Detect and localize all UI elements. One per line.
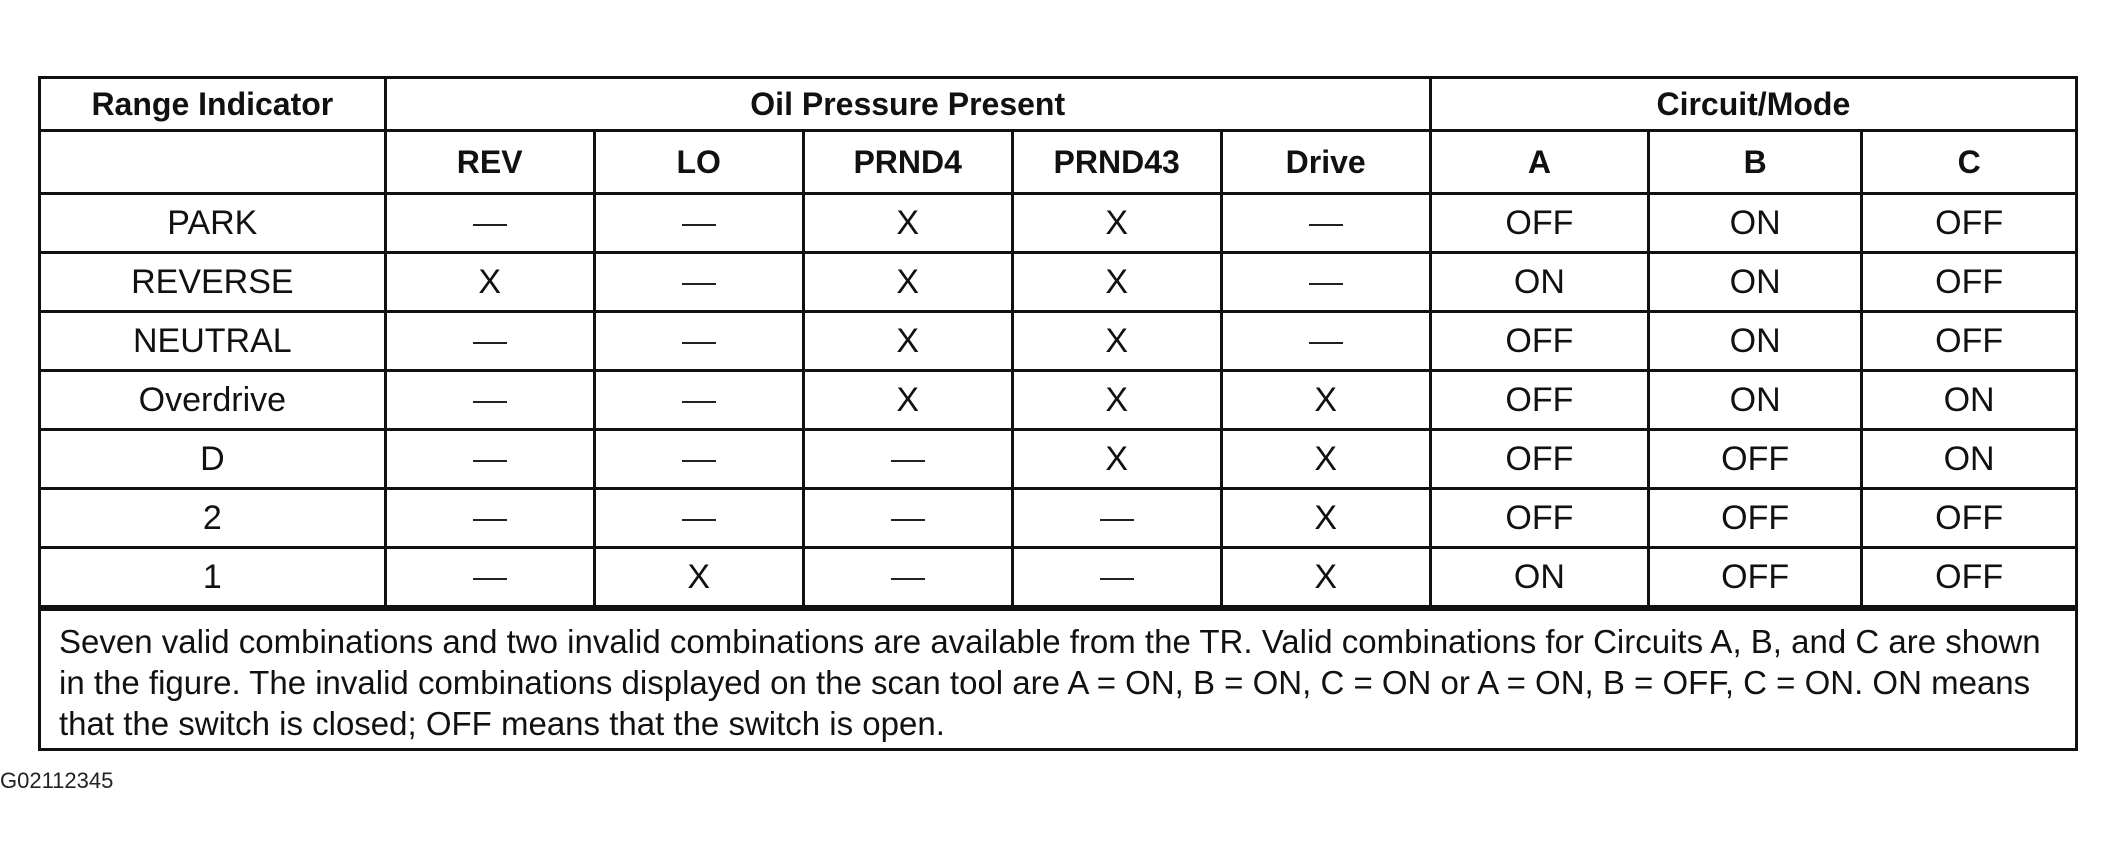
table-cell-prnd4: [803, 548, 1012, 607]
table-cell-range: D: [41, 430, 385, 489]
table-cell-rev: [385, 489, 594, 548]
dash-mark: [891, 460, 925, 462]
dash-mark: [682, 519, 716, 521]
table-cell-prnd43: X: [1012, 312, 1221, 371]
dash-mark: [473, 224, 507, 226]
subheader-cell-blank: [41, 131, 385, 194]
table-cell-drive: [1221, 312, 1430, 371]
oil-pressure-present-header: Oil Pressure Present: [385, 79, 1430, 131]
table-cell-b: ON: [1649, 194, 1862, 253]
tr-combination-table: [41, 79, 2075, 608]
dash-mark: [682, 460, 716, 462]
table-cell-range: 2: [41, 489, 385, 548]
table-cell-b: OFF: [1649, 430, 1862, 489]
table-cell-lo: [594, 194, 803, 253]
table-cell-rev: [385, 430, 594, 489]
table-cell-range: REVERSE: [41, 253, 385, 312]
table-cell-b: ON: [1649, 312, 1862, 371]
dash-mark: [682, 224, 716, 226]
table-cell-c: ON: [1862, 371, 2075, 430]
table-cell-prnd4: X: [803, 194, 1012, 253]
table-cell-drive: [1221, 253, 1430, 312]
table-cell-lo: [594, 430, 803, 489]
table-cell-range: NEUTRAL: [41, 312, 385, 371]
tr-combination-figure: [38, 76, 2078, 751]
table-cell-b: OFF: [1649, 489, 1862, 548]
table-cell-drive: [1221, 194, 1430, 253]
dash-mark: [473, 578, 507, 580]
table-cell-drive: X: [1221, 548, 1430, 607]
dash-mark: [682, 283, 716, 285]
table-cell-a: OFF: [1430, 489, 1648, 548]
table-row: [41, 371, 2075, 430]
table-cell-drive: X: [1221, 489, 1430, 548]
subheader-cell-prnd4: PRND4: [803, 131, 1012, 194]
table-row: [41, 312, 2075, 371]
table-cell-rev: [385, 548, 594, 607]
table-cell-prnd4: [803, 430, 1012, 489]
table-cell-rev: X: [385, 253, 594, 312]
dash-mark: [1309, 342, 1343, 344]
footnote-text: Seven valid combinations and two invalid combinations are available from the TR. Valid combinations for Circuits A, B, and C are shown in the figure. The invalid combinations displayed on the scan tool are A = ON, B = ON, C = ON or A = ON, B = OFF, C = ON. ON means that the switch is closed; OFF means that the switch is open.: [41, 608, 2075, 748]
figure-id: G02112345: [0, 768, 114, 793]
dash-mark: [1309, 224, 1343, 226]
table-cell-a: ON: [1430, 548, 1648, 607]
table-cell-range: PARK: [41, 194, 385, 253]
table-cell-drive: X: [1221, 371, 1430, 430]
table-cell-c: OFF: [1862, 489, 2075, 548]
subheader-cell-c: C: [1862, 131, 2075, 194]
dash-mark: [891, 519, 925, 521]
table-cell-prnd43: X: [1012, 430, 1221, 489]
table-row: [41, 430, 2075, 489]
table-cell-a: OFF: [1430, 371, 1648, 430]
subheader-cell-rev: REV: [385, 131, 594, 194]
table-row: [41, 548, 2075, 607]
table-cell-c: OFF: [1862, 194, 2075, 253]
table-row: [41, 489, 2075, 548]
dash-mark: [891, 578, 925, 580]
table-cell-lo: [594, 253, 803, 312]
dash-mark: [682, 401, 716, 403]
table-cell-a: OFF: [1430, 430, 1648, 489]
subheader-cell-b: B: [1649, 131, 1862, 194]
table-cell-b: OFF: [1649, 548, 1862, 607]
dash-mark: [473, 519, 507, 521]
table-cell-c: ON: [1862, 430, 2075, 489]
table-cell-b: ON: [1649, 371, 1862, 430]
table-subheader-row: [41, 131, 2075, 194]
table-row: [41, 194, 2075, 253]
table-cell-prnd43: X: [1012, 253, 1221, 312]
table-cell-prnd4: X: [803, 253, 1012, 312]
table-cell-lo: [594, 489, 803, 548]
subheader-cell-lo: LO: [594, 131, 803, 194]
table-header-row: [41, 79, 2075, 131]
table-cell-prnd43: [1012, 548, 1221, 607]
table-cell-prnd43: [1012, 489, 1221, 548]
table-row: [41, 253, 2075, 312]
table-cell-prnd4: [803, 489, 1012, 548]
table-cell-drive: X: [1221, 430, 1430, 489]
table-body: [41, 194, 2075, 607]
dash-mark: [1100, 519, 1134, 521]
table-cell-c: OFF: [1862, 312, 2075, 371]
table-cell-rev: [385, 371, 594, 430]
table-cell-range: 1: [41, 548, 385, 607]
table-cell-rev: [385, 312, 594, 371]
table-cell-prnd43: X: [1012, 194, 1221, 253]
dash-mark: [1309, 283, 1343, 285]
table-cell-a: OFF: [1430, 194, 1648, 253]
dash-mark: [473, 401, 507, 403]
table-cell-c: OFF: [1862, 253, 2075, 312]
subheader-cell-drive: Drive: [1221, 131, 1430, 194]
dash-mark: [682, 342, 716, 344]
table-cell-lo: [594, 312, 803, 371]
subheader-cell-a: A: [1430, 131, 1648, 194]
subheader-cell-prnd43: PRND43: [1012, 131, 1221, 194]
table-cell-c: OFF: [1862, 548, 2075, 607]
table-cell-prnd4: X: [803, 371, 1012, 430]
table-cell-b: ON: [1649, 253, 1862, 312]
dash-mark: [473, 460, 507, 462]
circuit-mode-header: Circuit/Mode: [1430, 79, 2075, 131]
table-cell-lo: [594, 371, 803, 430]
table-cell-rev: [385, 194, 594, 253]
table-cell-a: OFF: [1430, 312, 1648, 371]
dash-mark: [473, 342, 507, 344]
dash-mark: [1100, 578, 1134, 580]
table-cell-prnd43: X: [1012, 371, 1221, 430]
table-cell-lo: X: [594, 548, 803, 607]
range-indicator-header: Range Indicator: [41, 79, 385, 131]
table-cell-a: ON: [1430, 253, 1648, 312]
table-cell-prnd4: X: [803, 312, 1012, 371]
table-cell-range: Overdrive: [41, 371, 385, 430]
